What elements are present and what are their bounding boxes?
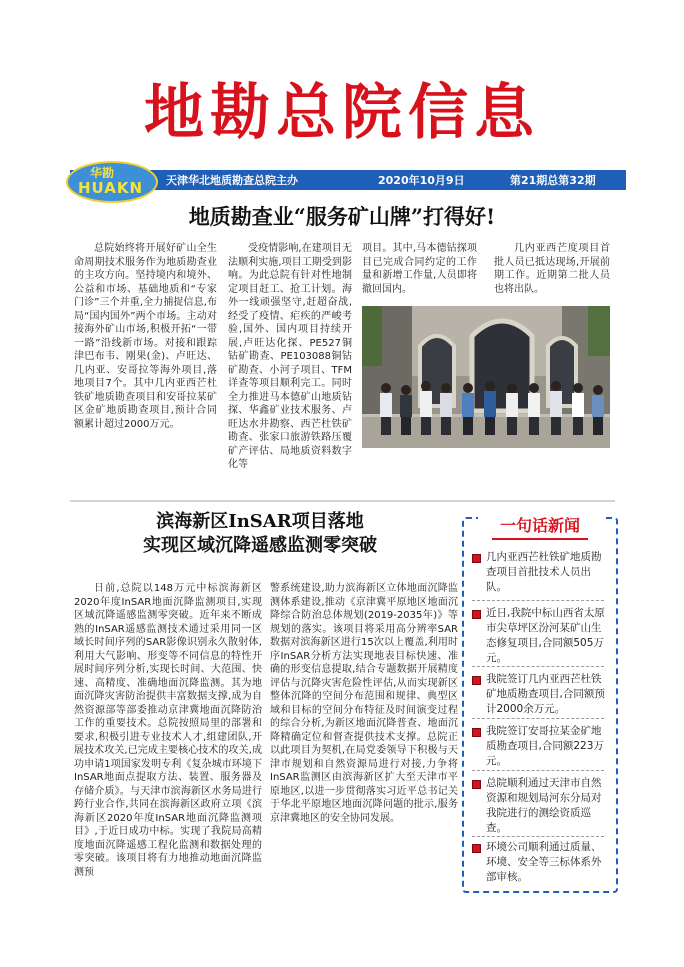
news-item — [472, 840, 610, 885]
news-item-text: 总院顺利通过天津市自然资源和规划局河东分局对我院进行的测绘资质巡查。 — [486, 777, 602, 834]
article2-column-1: 日前,总院以148万元中标滨海新区2020年度InSAR地面沉降监测项目,实现区域沉降遥感监测零突破。近年来不断成熟的InSAR遥感监测技术通过采用同一区域长时间序列的SAR影像识别永久散射体,利用大气影响、形变等不同信息的特性开展时间序列分析,实现长时间、大范围、快速、高精度、准确地面沉降监测。其为地面沉降灾害防治提供丰富数据支撑,成为自然资源部等部委推动京津冀地面沉降防治工作的重要技术。总院按照局里的部署和要求,积极引进专业技术人才,组建团队,开展技术攻关,已完成主要核心技术的攻关,成功申请1项国家发明专利《复杂城市环境下InSAR地面点提取方法、装置、服务器及存储介质》。与天津市滨海新区水务局进行跨行业合作,共同在滨海新区政府立项《滨海新区2020年度InSAR地面沉降监测项目》,于近日成功中标。实现了我院局高精度地面沉降遥感工程化监测和数据处理的零突破。该项目将有力地推动地面沉降监测预 — [74, 583, 262, 878]
square-bullet-icon — [472, 554, 481, 563]
article1-column-4: 几内亚西芒度项目首批人员已抵达现场,开展前期工作。近期第二批人员也将出队。 — [494, 243, 610, 295]
news-item-text: 几内亚西芒杜铁矿地质勘查项目首批技术人员出队。 — [486, 551, 602, 593]
issue-date: 2020年10月9日 — [378, 174, 465, 187]
masthead-title: 地勘总院信息 — [144, 78, 540, 148]
article2-headline-line2: 实现区域沉降遥感监测零突破 — [143, 535, 377, 556]
news-item-text: 环境公司顺利通过质量、环境、安全等三标体系外部审核。 — [486, 841, 602, 883]
section-divider — [70, 500, 615, 502]
article2-column-2: 警系统建设,助力滨海新区立体地面沉降监测体系建设,推动《京津冀平原地区地面沉降综合防治总体规划(2019-2035年)》等规划的落实。该项目将采用高分辨率SAR数据对滨海新区进行15次以上覆盖,利用时序InSAR分析方法实现地表目标快速、准确的形变信息提取,结合专题数据开展精度评估与沉降灾害危险性评估,从而实现新区整体沉降的空间分布范围和规律、典型区域和目标的空间分布特征及时间演变过程的综合分析,为新区地面沉降普查、地面沉降精确定位和督查提供技术支撑。总院正以此项目为契机,在局党委领导下积极与天津市规划和自然资源局进行对接,力争将InSAR监测区由滨海新区扩大至天津市平原地区,以进一步贯彻落实习近平总书记关于华北平原地区地面沉降问题的批示,服务京津冀地区的安全协同发展。 — [270, 583, 458, 824]
article1-column-2: 受疫情影响,在建项目无法顺利实施,项目工期受到影响。为此总院有针对性地制定项目赶工、抢工计划。海外一线顽强坚守,赶超奋战,经受了疫情、疟疾的严峻考验,国外、国内项目持续开展,卢旺达化探、PE527铜钴矿勘查、PE103088铜钴矿勘查、小河子项目、TFM详查等项目顺利完工。同时全力推进马本德矿山地质钻探、华鑫矿业技术服务、卢旺达水井勘察、西芒杜铁矿勘查、张家口旅游铁路压覆矿产评估、局地质资料数字化等 — [228, 243, 352, 470]
news-separator — [472, 836, 604, 837]
square-bullet-icon — [472, 676, 481, 685]
square-bullet-icon — [472, 728, 481, 737]
article1-headline: 地质勘查业“服务矿山牌”打得好! — [188, 204, 496, 229]
news-item — [472, 776, 610, 836]
news-item — [472, 606, 610, 666]
issue-number: 第21期总第32期 — [510, 174, 596, 187]
article2-headline — [70, 510, 450, 558]
square-bullet-icon — [472, 610, 481, 619]
news-item-text: 近日,我院中标山西省太原市尖草坪区汾河某矿山生态修复项目,合同额505万元。 — [486, 607, 605, 664]
publisher-text: 天津华北地质勘查总院主办 — [166, 174, 298, 187]
square-bullet-icon — [472, 844, 481, 853]
logo-cn-text: 华勘 — [90, 166, 115, 180]
news-item-text: 我院签订几内亚西芒杜铁矿地质勘查项目,合同额预计2000余万元。 — [486, 673, 605, 715]
huakan-logo — [66, 161, 158, 203]
news-item — [472, 672, 610, 717]
news-separator — [472, 770, 604, 771]
news-separator — [472, 600, 604, 601]
logo-en-text: HUAKN — [78, 179, 144, 197]
news-separator — [472, 718, 604, 719]
group-photo — [362, 306, 610, 448]
article1-column-1: 总院始终将开展好矿山全生命周期技术服务作为地质勘查业的主攻方向。坚持境内和境外、公益和市场、基础地质和“专家门诊”三个并重,全力捕捉信息,布局“国内国外”两个市场。主动对接海外矿山市场,积极开拓“一带一路”沿线新市场。对接和跟踪津巴布韦、刚果(金)、卢旺达、几内亚、安哥拉等海外项目,落地项目7个。其中几内亚西芒杜铁矿地质勘查项目和安哥拉某矿区金矿地质勘查项目,预计合同额累计超过2000万元。 — [74, 243, 217, 430]
news-separator — [472, 666, 604, 667]
news-box-title: 一句话新闻 — [478, 512, 602, 540]
news-item — [472, 550, 610, 595]
square-bullet-icon — [472, 780, 481, 789]
article2-headline-line1: 滨海新区InSAR项目落地 — [156, 511, 364, 532]
news-item-text: 我院签订安哥拉某金矿地质勘查项目,合同额223万元。 — [486, 725, 604, 767]
article1-column-3: 项目。其中,马本德钻探项目已完成合同约定的工作量和新增工作量,人员即将撤回国内。 — [362, 243, 477, 295]
news-item — [472, 724, 610, 769]
